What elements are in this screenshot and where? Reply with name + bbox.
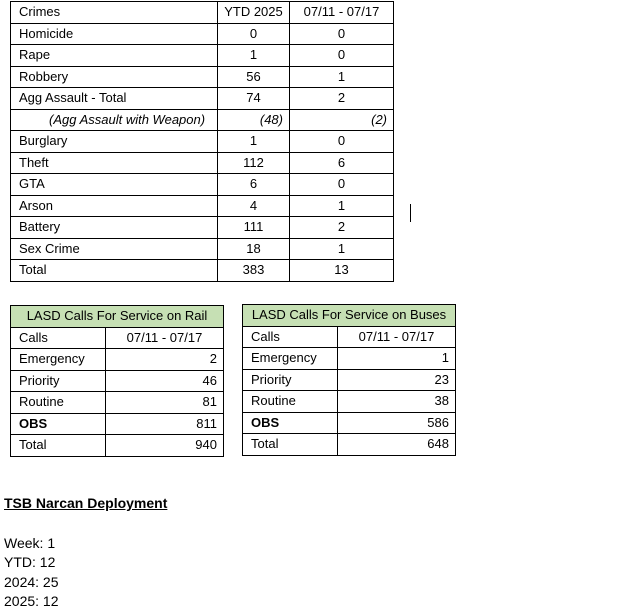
table-row-total xyxy=(243,434,456,456)
table-row xyxy=(11,66,394,88)
table-row xyxy=(11,131,394,153)
crime-ytd: 6 xyxy=(218,174,290,196)
crime-ytd: 111 xyxy=(218,217,290,239)
call-type: OBS xyxy=(243,412,338,434)
crime-week: 1 xyxy=(290,66,394,88)
table-row xyxy=(11,238,394,260)
table-row xyxy=(11,23,394,45)
call-count: 586 xyxy=(338,412,456,434)
crime-label: Battery xyxy=(11,217,218,239)
header-crimes: Crimes xyxy=(11,2,218,24)
table-row xyxy=(243,391,456,413)
table-row xyxy=(11,195,394,217)
bus-calls-table xyxy=(242,304,456,456)
crime-ytd: 74 xyxy=(218,88,290,110)
table-row-total xyxy=(11,435,224,457)
crime-label: (Agg Assault with Weapon) xyxy=(11,109,218,131)
call-count: 2 xyxy=(106,349,224,371)
narcan-title: TSB Narcan Deployment xyxy=(4,495,168,511)
text-cursor xyxy=(410,204,411,222)
crime-label: Theft xyxy=(11,152,218,174)
call-count: 648 xyxy=(338,434,456,456)
crime-label: Robbery xyxy=(11,66,218,88)
table-row xyxy=(11,349,224,371)
call-type: Priority xyxy=(243,369,338,391)
table-row xyxy=(243,412,456,434)
call-count: 1 xyxy=(338,348,456,370)
crime-ytd: (48) xyxy=(218,109,290,131)
call-type: Routine xyxy=(11,392,106,414)
table-row xyxy=(243,369,456,391)
call-type: Emergency xyxy=(243,348,338,370)
table-row xyxy=(11,392,224,414)
call-type: Total xyxy=(243,434,338,456)
rail-table-title: LASD Calls For Service on Rail xyxy=(11,306,224,328)
spacer xyxy=(4,514,167,534)
crime-week: 1 xyxy=(290,195,394,217)
call-type: Priority xyxy=(11,370,106,392)
rail-calls-table xyxy=(10,305,224,457)
table-row-total xyxy=(11,260,394,282)
narcan-section xyxy=(4,494,167,612)
table-row xyxy=(11,370,224,392)
table-row xyxy=(11,413,224,435)
crime-table-header-row xyxy=(11,2,394,24)
crime-week: 2 xyxy=(290,217,394,239)
table-header-row xyxy=(243,326,456,348)
crime-label: Total xyxy=(11,260,218,282)
table-row xyxy=(11,88,394,110)
crime-label: Burglary xyxy=(11,131,218,153)
crime-ytd: 383 xyxy=(218,260,290,282)
crime-week: 13 xyxy=(290,260,394,282)
table-row xyxy=(243,348,456,370)
call-count: 46 xyxy=(106,370,224,392)
crime-label: Rape xyxy=(11,45,218,67)
header-ytd: YTD 2025 xyxy=(218,2,290,24)
bus-table-title: LASD Calls For Service on Buses xyxy=(243,305,456,327)
header-calls: Calls xyxy=(243,326,338,348)
table-row xyxy=(11,217,394,239)
narcan-week: Week: 1 xyxy=(4,534,56,551)
crime-label: Agg Assault - Total xyxy=(11,88,218,110)
crime-ytd: 1 xyxy=(218,131,290,153)
table-row xyxy=(11,174,394,196)
call-type: Routine xyxy=(243,391,338,413)
crime-label: Sex Crime xyxy=(11,238,218,260)
crime-ytd: 56 xyxy=(218,66,290,88)
header-period: 07/11 - 07/17 xyxy=(106,327,224,349)
header-period: 07/11 - 07/17 xyxy=(338,326,456,348)
table-row xyxy=(11,152,394,174)
call-count: 811 xyxy=(106,413,224,435)
crime-week: 0 xyxy=(290,174,394,196)
call-count: 38 xyxy=(338,391,456,413)
crime-week: 0 xyxy=(290,45,394,67)
crime-ytd: 112 xyxy=(218,152,290,174)
narcan-2025: 2025: 12 xyxy=(4,593,59,609)
table-row xyxy=(11,109,394,131)
table-row xyxy=(11,45,394,67)
table-title-row xyxy=(11,306,224,328)
narcan-2024: 2024: 25 xyxy=(4,573,59,590)
narcan-ytd: YTD: 12 xyxy=(4,554,56,570)
crime-ytd: 18 xyxy=(218,238,290,260)
crime-week: 6 xyxy=(290,152,394,174)
crime-label: GTA xyxy=(11,174,218,196)
call-type: OBS xyxy=(11,413,106,435)
call-type: Total xyxy=(11,435,106,457)
crime-label: Homicide xyxy=(11,23,218,45)
call-count: 23 xyxy=(338,369,456,391)
header-calls: Calls xyxy=(11,327,106,349)
crime-week: 2 xyxy=(290,88,394,110)
crime-week: 0 xyxy=(290,23,394,45)
crime-week: 0 xyxy=(290,131,394,153)
call-type: Emergency xyxy=(11,349,106,371)
crime-ytd: 1 xyxy=(218,45,290,67)
crime-ytd: 0 xyxy=(218,23,290,45)
crime-label: Arson xyxy=(11,195,218,217)
crime-ytd: 4 xyxy=(218,195,290,217)
call-count: 81 xyxy=(106,392,224,414)
header-week: 07/11 - 07/17 xyxy=(290,2,394,24)
crime-week: 1 xyxy=(290,238,394,260)
call-count: 940 xyxy=(106,435,224,457)
table-title-row xyxy=(243,305,456,327)
crime-week: (2) xyxy=(290,109,394,131)
table-header-row xyxy=(11,327,224,349)
crime-stats-table xyxy=(10,1,394,282)
